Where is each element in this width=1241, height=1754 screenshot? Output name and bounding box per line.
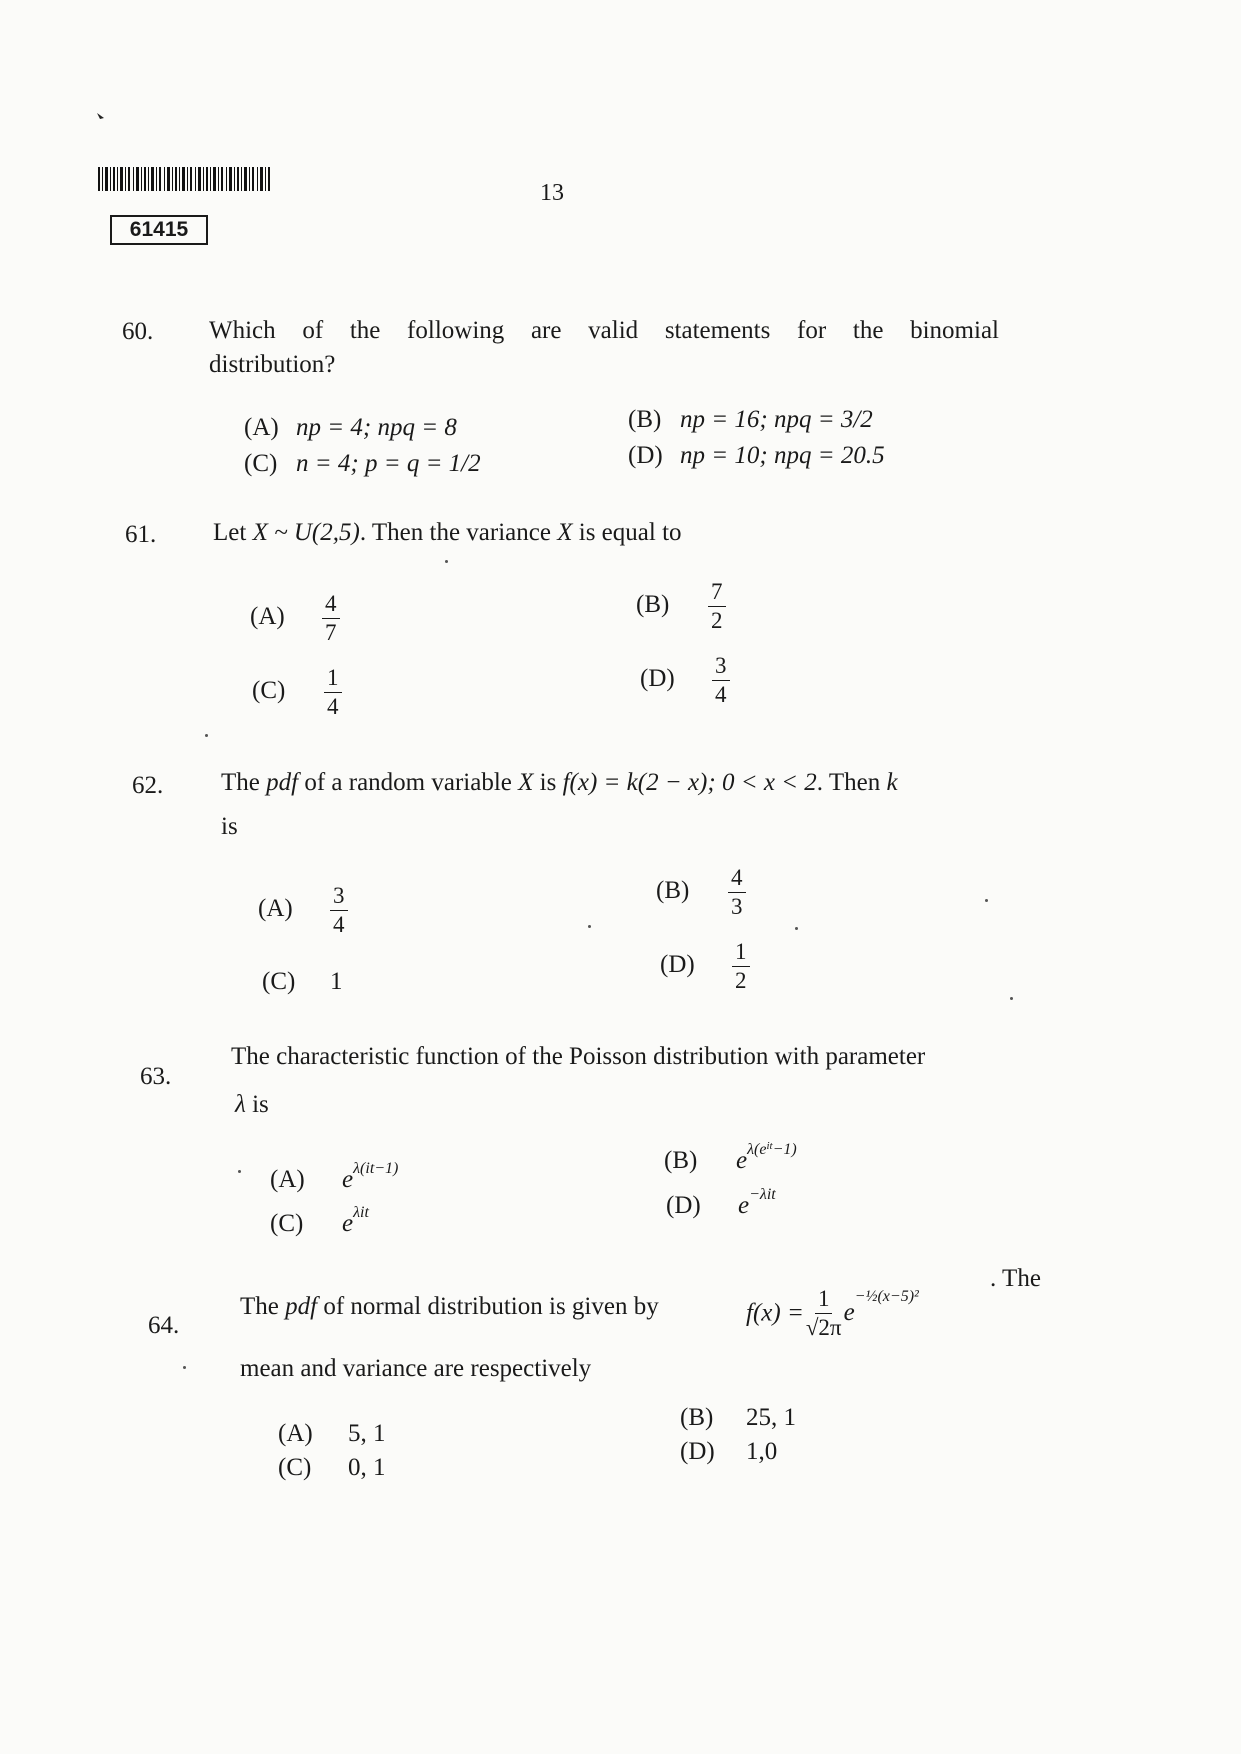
fraction: [322, 592, 340, 645]
question-text: [240, 1290, 659, 1324]
option-label: (D): [680, 1438, 715, 1465]
math-expression: X ~ U(2,5): [252, 519, 360, 546]
option-label: (C): [262, 968, 296, 995]
option-d[interactable]: [640, 654, 730, 707]
exponent-part: −1): [772, 1141, 797, 1158]
numerator: 3: [330, 884, 348, 911]
option-label: (C): [270, 1210, 304, 1237]
page-number: 13: [540, 180, 564, 206]
scan-speck: [183, 1366, 186, 1369]
option-a[interactable]: [278, 1420, 386, 1448]
option-c[interactable]: [270, 1204, 369, 1238]
option-label: (C): [244, 450, 278, 477]
option-d[interactable]: [660, 940, 750, 993]
question-text: [213, 516, 682, 550]
option-c[interactable]: [278, 1454, 386, 1482]
question-text: mean and variance are respectively: [240, 1355, 592, 1382]
math-base: e: [736, 1147, 748, 1174]
math-base: e: [843, 1299, 855, 1327]
option-text: np = 16; npq = 3/2: [680, 406, 873, 433]
option-b[interactable]: [628, 406, 873, 434]
question-text: . The: [990, 1265, 1041, 1292]
fraction: [728, 866, 746, 919]
math-variable: X: [518, 769, 534, 796]
question-number: 63.: [140, 1063, 172, 1090]
option-text: 25, 1: [746, 1404, 796, 1431]
option-text: 1: [330, 968, 343, 995]
denominator: 3: [731, 894, 743, 919]
question-number: 64.: [148, 1312, 180, 1339]
exponent: [747, 1141, 797, 1158]
option-label: (A): [250, 603, 285, 631]
denominator: √2π: [805, 1314, 842, 1340]
text-segment: is equal to: [578, 519, 682, 546]
scan-speck: [205, 734, 208, 737]
text-segment: Let: [213, 519, 247, 546]
normal-pdf-formula: [746, 1280, 919, 1340]
scan-speck: [1010, 997, 1013, 1000]
denominator: 4: [715, 682, 727, 707]
option-label: (B): [680, 1404, 714, 1431]
option-label: (B): [664, 1147, 698, 1174]
fraction: [330, 884, 348, 937]
text-segment: is: [539, 769, 557, 796]
option-text: 1,0: [746, 1438, 778, 1465]
corner-mark: [96, 112, 106, 122]
math-expression: f(x) = k(2 − x); 0 < x < 2: [562, 769, 817, 796]
option-a[interactable]: [244, 414, 457, 442]
fraction: [806, 1287, 842, 1340]
exponent: λ(it−1): [353, 1160, 399, 1177]
option-b[interactable]: [664, 1140, 797, 1175]
text-segment: pdf: [285, 1293, 318, 1320]
math-base: e: [342, 1210, 354, 1237]
exponent-part: λ(e: [747, 1141, 767, 1158]
scan-speck: [985, 899, 988, 902]
text-segment: is: [252, 1091, 269, 1118]
option-a[interactable]: [270, 1160, 398, 1194]
text-segment: The: [240, 1293, 279, 1320]
text-segment: The: [221, 769, 260, 796]
exponent: −λit: [749, 1186, 776, 1203]
scan-speck: [795, 927, 798, 930]
option-a[interactable]: [250, 592, 340, 645]
denominator: 2: [711, 608, 723, 633]
text-segment: of a random variable: [304, 769, 512, 796]
barcode: [98, 167, 270, 191]
option-text: n = 4; p = q = 1/2: [296, 450, 481, 477]
fraction: [324, 666, 342, 719]
numerator: 1: [732, 940, 750, 967]
numerator: 1: [815, 1287, 833, 1314]
fraction: [712, 654, 730, 707]
fraction: [732, 940, 750, 993]
question-text: [221, 766, 898, 800]
question-text: [235, 1088, 269, 1122]
option-label: (A): [278, 1420, 313, 1447]
option-b[interactable]: [636, 580, 726, 633]
option-label: (D): [628, 442, 663, 469]
question-text: Which of the following are valid statements for the binomial: [209, 317, 999, 344]
math-base: e: [342, 1166, 354, 1193]
scan-speck: [238, 1170, 241, 1173]
denominator: 4: [333, 912, 345, 937]
text-segment: . Then the variance: [359, 519, 551, 546]
math-expression: f(x) =: [746, 1299, 804, 1327]
option-label: (C): [278, 1454, 312, 1481]
text-segment: . Then: [816, 769, 881, 796]
option-text: np = 10; npq = 20.5: [680, 442, 885, 469]
scan-speck: [588, 925, 591, 928]
math-variable: X: [557, 519, 573, 546]
numerator: 1: [324, 666, 342, 693]
question-text: The characteristic function of the Poisson distribution with parameter: [231, 1043, 926, 1070]
exponent: λit: [353, 1204, 369, 1221]
option-text: 0, 1: [348, 1454, 386, 1481]
numerator: 3: [712, 654, 730, 681]
option-label: (D): [666, 1192, 701, 1219]
option-b[interactable]: [656, 866, 746, 919]
denominator: 7: [325, 620, 337, 645]
option-text: 5, 1: [348, 1420, 386, 1447]
text-segment: of normal distribution is given by: [323, 1293, 659, 1320]
option-c[interactable]: [262, 968, 343, 996]
option-text: np = 4; npq = 8: [296, 414, 457, 441]
denominator: 4: [327, 694, 339, 719]
denominator: 2: [735, 968, 747, 993]
option-label: (A): [270, 1166, 305, 1193]
math-variable: λ: [235, 1091, 246, 1118]
numerator: 7: [708, 580, 726, 607]
option-d[interactable]: [628, 442, 885, 470]
fraction: [708, 580, 726, 633]
question-number: 60.: [122, 318, 154, 345]
option-label: (D): [640, 665, 675, 693]
numerator: 4: [728, 866, 746, 893]
question-number: 62.: [132, 772, 164, 799]
paper-code: 61415: [110, 215, 208, 245]
numerator: 4: [322, 592, 340, 619]
scan-speck: [445, 560, 448, 563]
question-text: distribution?: [209, 351, 336, 378]
math-base: e: [738, 1192, 750, 1219]
math-variable: k: [886, 769, 898, 796]
option-label: (B): [628, 406, 662, 433]
option-label: (A): [244, 414, 279, 441]
text-segment: pdf: [266, 769, 299, 796]
option-c[interactable]: [244, 450, 481, 478]
exponent-sup: it: [766, 1140, 773, 1152]
option-label: (A): [258, 895, 293, 923]
option-d[interactable]: [680, 1438, 777, 1466]
option-label: (B): [656, 877, 690, 905]
option-d[interactable]: [666, 1186, 776, 1220]
question-text: is: [221, 813, 238, 840]
question-number: 61.: [125, 521, 157, 548]
option-c[interactable]: [252, 666, 342, 719]
option-label: (B): [636, 591, 670, 619]
exponent: −½(x−5)²: [854, 1288, 919, 1305]
option-b[interactable]: [680, 1404, 796, 1432]
option-label: (C): [252, 677, 286, 705]
option-a[interactable]: [258, 884, 348, 937]
option-label: (D): [660, 951, 695, 979]
